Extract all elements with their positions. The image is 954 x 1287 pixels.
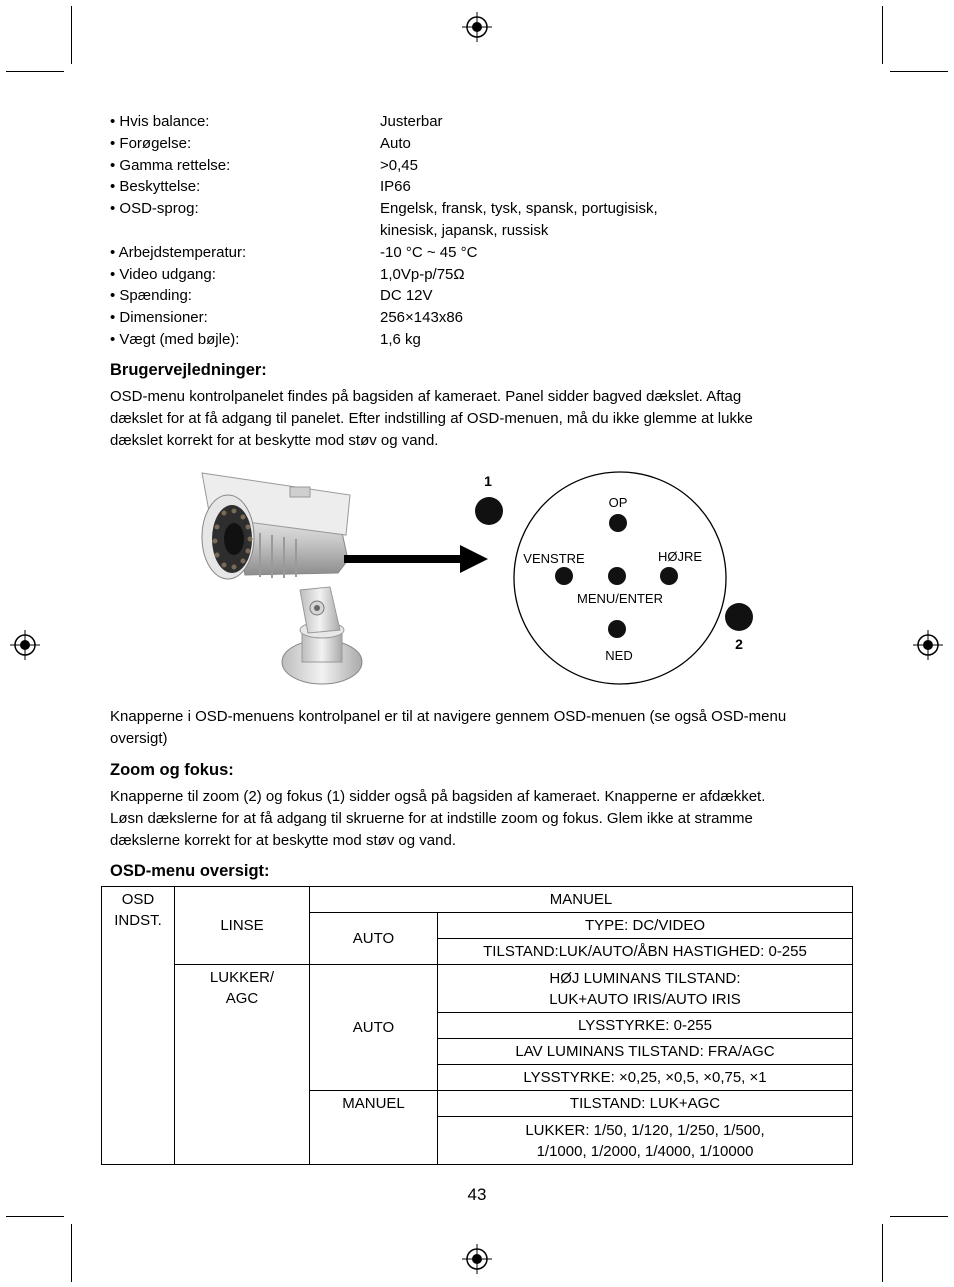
crop-mark — [6, 71, 64, 72]
camera-image — [202, 473, 362, 684]
lav-luminans-cell: LAV LUMINANS TILSTAND: FRA/AGC — [438, 1039, 853, 1065]
spec-value: Engelsk, fransk, tysk, spansk, portugisisk, — [380, 200, 658, 218]
registration-mark-icon — [10, 630, 40, 660]
cell-text: HØJ LUMINANS TILSTAND: — [549, 969, 741, 987]
paragraph — [110, 786, 850, 852]
auto-cell: AUTO — [310, 965, 438, 1091]
lysstyrke-cell: LYSSTYRKE: ×0,25, ×0,5, ×0,75, ×1 — [438, 1065, 853, 1091]
spec-row — [110, 176, 810, 198]
spec-label: • OSD-sprog: — [110, 200, 199, 218]
focus-button-icon — [475, 497, 503, 525]
spec-row — [110, 133, 810, 155]
arrow-icon — [344, 545, 488, 573]
camera-osd-figure — [190, 465, 760, 695]
crop-mark — [890, 1216, 948, 1217]
label-up: OP — [608, 495, 628, 510]
spec-label: • Dimensioner: — [110, 309, 208, 327]
spec-label: • Gamma rettelse: — [110, 156, 231, 174]
lukker-agc-cell — [175, 965, 310, 1165]
spec-row — [110, 329, 810, 351]
spec-row — [110, 242, 810, 264]
spec-value: Auto — [380, 134, 411, 152]
up-button-icon — [609, 514, 627, 532]
label-1: 1 — [484, 473, 492, 489]
linse-cell: LINSE — [175, 887, 310, 965]
tilstand-cell: TILSTAND: LUK+AGC — [438, 1091, 853, 1117]
spec-row — [110, 111, 810, 133]
down-button-icon — [608, 620, 626, 638]
spec-row — [110, 198, 810, 220]
auto-cell: AUTO — [310, 913, 438, 965]
section-heading: Zoom og fokus: — [110, 761, 234, 779]
spec-value: >0,45 — [380, 156, 418, 174]
table-row — [102, 887, 853, 913]
section-heading: Brugervejledninger: — [110, 361, 267, 379]
label-2: 2 — [735, 636, 743, 652]
spec-label: • Hvis balance: — [110, 113, 210, 130]
spec-value: DC 12V — [380, 287, 433, 305]
lukker-values-cell — [438, 1117, 853, 1165]
paragraph-line: dækslet for at få adgang til panelet. Efter indstilling af OSD-menuen, må du ikke glemme at lukke — [110, 410, 753, 427]
paragraph-line: Knapperne til zoom (2) og fokus (1) sidder også på bagsiden af kameraet. Knapperne er afdækket. — [110, 788, 766, 805]
paragraph-line: dækslerne korrekt for at beskytte mod støv og vand. — [110, 832, 456, 849]
spec-label: • Vægt (med bøjle): — [110, 330, 240, 348]
hoj-luminans-cell — [438, 965, 853, 1013]
spec-label-spacer — [110, 220, 380, 242]
manuel-top-cell: MANUEL — [310, 887, 853, 913]
page-number: 43 — [467, 1185, 487, 1204]
left-button-icon — [555, 567, 573, 585]
crop-mark — [71, 1224, 72, 1282]
tilstand-cell: TILSTAND:LUK/AUTO/ÅBN HASTIGHED: 0-255 — [438, 939, 853, 965]
cell-text: LUKKER: 1/50, 1/120, 1/250, 1/500, — [525, 1121, 765, 1139]
lysstyrke-cell: LYSSTYRKE: 0-255 — [438, 1013, 853, 1039]
cell-text: 1/1000, 1/2000, 1/4000, 1/10000 — [536, 1142, 754, 1160]
label-left: VENSTRE — [523, 551, 585, 566]
spec-label: • Forøgelse: — [110, 134, 192, 152]
cell-text: LUKKER/ — [209, 969, 275, 986]
spec-value-continued: kinesisk, japansk, russisk — [380, 221, 549, 239]
spec-list — [110, 111, 810, 351]
menu-enter-button-icon — [608, 567, 626, 585]
cell-text: OSD — [121, 891, 155, 908]
spec-label: • Spænding: — [110, 287, 192, 305]
cell-text: LUK+AUTO IRIS/AUTO IRIS — [549, 990, 741, 1008]
crop-mark — [890, 71, 948, 72]
label-right: HØJRE — [657, 549, 703, 564]
crop-mark — [6, 1216, 64, 1217]
registration-mark-icon — [913, 630, 943, 660]
paragraph-line: Knapperne i OSD-menuens kontrolpanel er til at navigere gennem OSD-menuen (se også OSD-menu — [110, 708, 787, 725]
spec-label: • Video udgang: — [110, 265, 216, 283]
paragraph-line: oversigt) — [110, 730, 168, 747]
crop-mark — [71, 6, 72, 64]
spec-label: • Beskyttelse: — [110, 178, 201, 196]
label-down: NED — [605, 648, 633, 663]
type-cell: TYPE: DC/VIDEO — [438, 913, 853, 939]
paragraph-line: dækslet korrekt for at beskytte mod støv og vand. — [110, 432, 439, 449]
cell-text: AGC — [225, 990, 259, 1007]
spec-value: 1,0Vp-p/75Ω — [380, 265, 465, 283]
manuel-cell: MANUEL — [310, 1091, 438, 1165]
spec-row — [110, 264, 810, 286]
paragraph-line: Løsn dækslerne for at få adgang til skruerne for at indstille zoom og fokus. Glem ikke at stramme — [110, 810, 753, 827]
registration-mark-icon — [462, 1244, 492, 1274]
paragraph-line: OSD-menu kontrolpanelet findes på bagsiden af kameraet. Panel sidder bagved dækslet. Aftag — [110, 388, 742, 405]
spec-row — [110, 220, 810, 242]
crop-mark — [882, 1224, 883, 1282]
section-heading: OSD-menu oversigt: — [110, 862, 270, 880]
crop-mark — [882, 6, 883, 64]
registration-mark-icon — [462, 12, 492, 42]
osd-cell — [102, 887, 175, 1165]
spec-value: IP66 — [380, 178, 411, 196]
label-center: MENU/ENTER — [577, 591, 663, 606]
spec-row — [110, 155, 810, 177]
spec-value: Justerbar — [380, 113, 443, 130]
spec-value: -10 °C ~ 45 °C — [380, 243, 478, 261]
spec-value: 1,6 kg — [380, 330, 421, 348]
spec-row — [110, 307, 810, 329]
osd-menu-table — [101, 886, 853, 1165]
spec-value: 256×143x86 — [380, 309, 463, 327]
zoom-button-icon — [725, 603, 753, 631]
figure-caption — [110, 706, 850, 750]
spec-row — [110, 285, 810, 307]
paragraph — [110, 386, 850, 452]
table-row — [102, 965, 853, 1013]
spec-label: • Arbejdstemperatur: — [110, 243, 247, 261]
cell-text: INDST. — [114, 912, 162, 929]
right-button-icon — [660, 567, 678, 585]
